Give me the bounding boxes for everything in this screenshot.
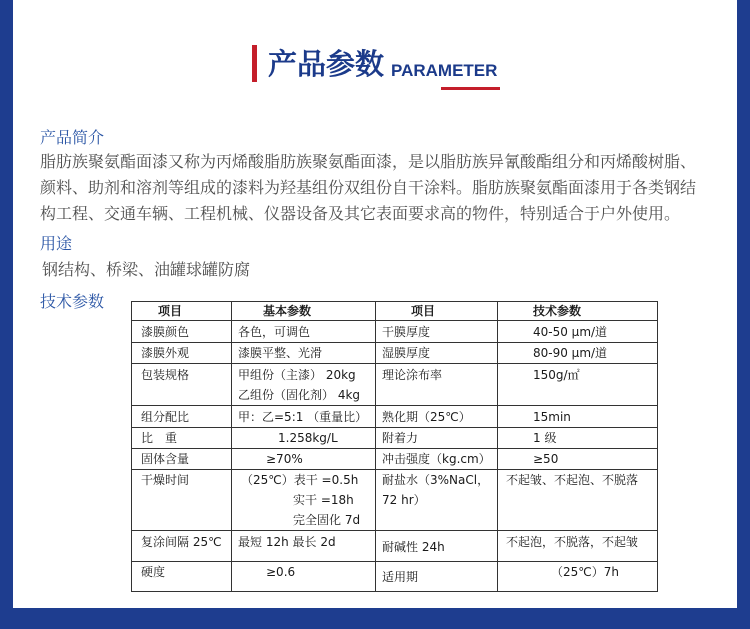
spec-item-cell: [132, 562, 232, 592]
cell-text: 湿膜厚度: [382, 346, 431, 360]
cell-text: 1 级: [533, 431, 557, 445]
spec-value-cell: [498, 321, 658, 343]
cell-text: 各色，可调色: [238, 325, 311, 339]
spec-value-cell: [498, 406, 658, 428]
cell-text: 不起泡，不脱落，不起皱: [506, 535, 639, 549]
cell-text: 80-90 μm/道: [533, 346, 608, 360]
spec-item-cell: [376, 449, 498, 470]
intro-line: 颜料、助剂和溶剂等组成的漆料为羟基组份双组份自干涂料。脂肪族聚氨酯面漆用于各类钢结: [40, 178, 697, 197]
cell-text: 漆膜外观: [141, 346, 190, 360]
spec-item-cell: [132, 531, 232, 562]
spec-value-cell: [232, 343, 376, 364]
spec-value-cell: [232, 470, 376, 531]
spec-item-cell: [132, 449, 232, 470]
cell-text: 耐碱性 24h: [382, 540, 445, 554]
cell-text: 不起皱、不起泡、不脱落: [506, 473, 639, 487]
cell-text: 冲击强度（kg.cm）: [382, 452, 491, 466]
spec-item-cell: [376, 531, 498, 562]
section-title: 产品参数: [268, 47, 385, 81]
specs-heading: 技术参数: [40, 292, 105, 311]
spec-value-cell: [498, 343, 658, 364]
spec-header-cell: [498, 302, 658, 321]
cell-text: （25℃）表干 =0.5h: [241, 473, 359, 487]
cell-text: 固体含量: [141, 452, 190, 466]
cell-text: 漆膜平整、光滑: [238, 346, 323, 360]
spec-item-cell: [132, 321, 232, 343]
spec-item-cell: [132, 343, 232, 364]
frame-left-border: [0, 0, 13, 629]
spec-value-cell: [498, 470, 658, 531]
cell-text: 熟化期（25℃）: [382, 410, 471, 424]
spec-value-cell: [498, 562, 658, 592]
spec-item-cell: [132, 406, 232, 428]
spec-item-cell: [376, 321, 498, 343]
spec-item-cell: [376, 343, 498, 364]
spec-item-cell: [132, 364, 232, 406]
spec-value-cell: [232, 321, 376, 343]
cell-text: 耐盐水（3%NaCl，: [382, 473, 490, 487]
cell-text: 实干 =18h: [293, 493, 354, 507]
spec-value-cell: [498, 428, 658, 449]
spec-row: [132, 428, 658, 449]
spec-header-cell: [376, 302, 498, 321]
spec-value-cell: [232, 562, 376, 592]
column-header: 项目: [411, 304, 436, 318]
spec-value-cell: [232, 531, 376, 562]
cell-text: 40-50 μm/道: [533, 325, 608, 339]
spec-row: [132, 321, 658, 343]
spec-value-cell: [232, 428, 376, 449]
cell-text: 硬度: [141, 565, 166, 579]
spec-row: [132, 531, 658, 562]
spec-value-cell: [498, 449, 658, 470]
cell-text: 组分配比: [141, 410, 190, 424]
column-header: 技术参数: [533, 304, 582, 318]
title-accent-bar: [252, 45, 257, 82]
column-header: 项目: [158, 304, 183, 318]
column-header: 基本参数: [263, 304, 312, 318]
frame-bottom-border: [0, 608, 750, 629]
cell-text: 漆膜颜色: [141, 325, 190, 339]
cell-text: 甲组份（主漆） 20kg: [238, 368, 356, 382]
cell-text: 干膜厚度: [382, 325, 431, 339]
title-underline: [441, 87, 500, 90]
intro-line: 构工程、交通车辆、工程机械、仪器设备及其它表面要求高的物件，特别适合于户外使用。: [40, 204, 681, 223]
spec-item-cell: [376, 562, 498, 592]
spec-table: [131, 301, 658, 592]
cell-text: ≥0.6: [266, 565, 296, 579]
cell-text: 15min: [533, 410, 571, 424]
cell-text: 干燥时间: [141, 473, 190, 487]
spec-row: [132, 470, 658, 531]
cell-text: 72 hr）: [382, 493, 426, 507]
intro-paragraph: [40, 149, 696, 227]
intro-heading: 产品简介: [40, 128, 105, 147]
spec-item-cell: [376, 470, 498, 531]
cell-text: 复涂间隔 25℃: [141, 535, 222, 549]
spec-item-cell: [132, 470, 232, 531]
cell-text: 理论涂布率: [382, 368, 443, 382]
usage-text: 钢结构、桥梁、油罐球罐防腐: [42, 260, 251, 279]
spec-row: [132, 449, 658, 470]
cell-text: ≥50: [533, 452, 559, 466]
spec-value-cell: [498, 364, 658, 406]
spec-item-cell: [376, 428, 498, 449]
spec-value-cell: [498, 531, 658, 562]
spec-header-row: [132, 302, 658, 321]
cell-text: 包装规格: [141, 368, 190, 382]
cell-text: 甲：乙=5:1 （重量比）: [238, 410, 368, 424]
cell-text: 150g/㎡: [533, 368, 580, 382]
spec-header-cell: [132, 302, 232, 321]
cell-text: 1.258kg/L: [278, 431, 338, 445]
spec-row: [132, 406, 658, 428]
spec-row: [132, 364, 658, 406]
cell-text: 附着力: [382, 431, 419, 445]
cell-text: 乙组份（固化剂） 4kg: [238, 388, 361, 402]
spec-value-cell: [232, 406, 376, 428]
usage-heading: 用途: [40, 234, 73, 253]
section-title-english: PARAMETER: [391, 61, 498, 80]
cell-text: （25℃）7h: [551, 565, 619, 579]
spec-value-cell: [232, 364, 376, 406]
spec-row: [132, 343, 658, 364]
spec-row: [132, 562, 658, 592]
cell-text: 比 重: [141, 431, 178, 445]
intro-line: 脂肪族聚氨酯面漆又称为丙烯酸脂肪族聚氨酯面漆，是以脂肪族异氰酸酯组分和丙烯酸树脂、: [40, 152, 697, 171]
spec-item-cell: [132, 428, 232, 449]
cell-text: 适用期: [382, 570, 419, 584]
frame-right-border: [737, 0, 750, 629]
spec-item-cell: [376, 364, 498, 406]
cell-text: 完全固化 7d: [293, 513, 361, 527]
spec-value-cell: [232, 449, 376, 470]
cell-text: 最短 12h 最长 2d: [238, 535, 336, 549]
spec-item-cell: [376, 406, 498, 428]
spec-header-cell: [232, 302, 376, 321]
cell-text: ≥70%: [266, 452, 303, 466]
